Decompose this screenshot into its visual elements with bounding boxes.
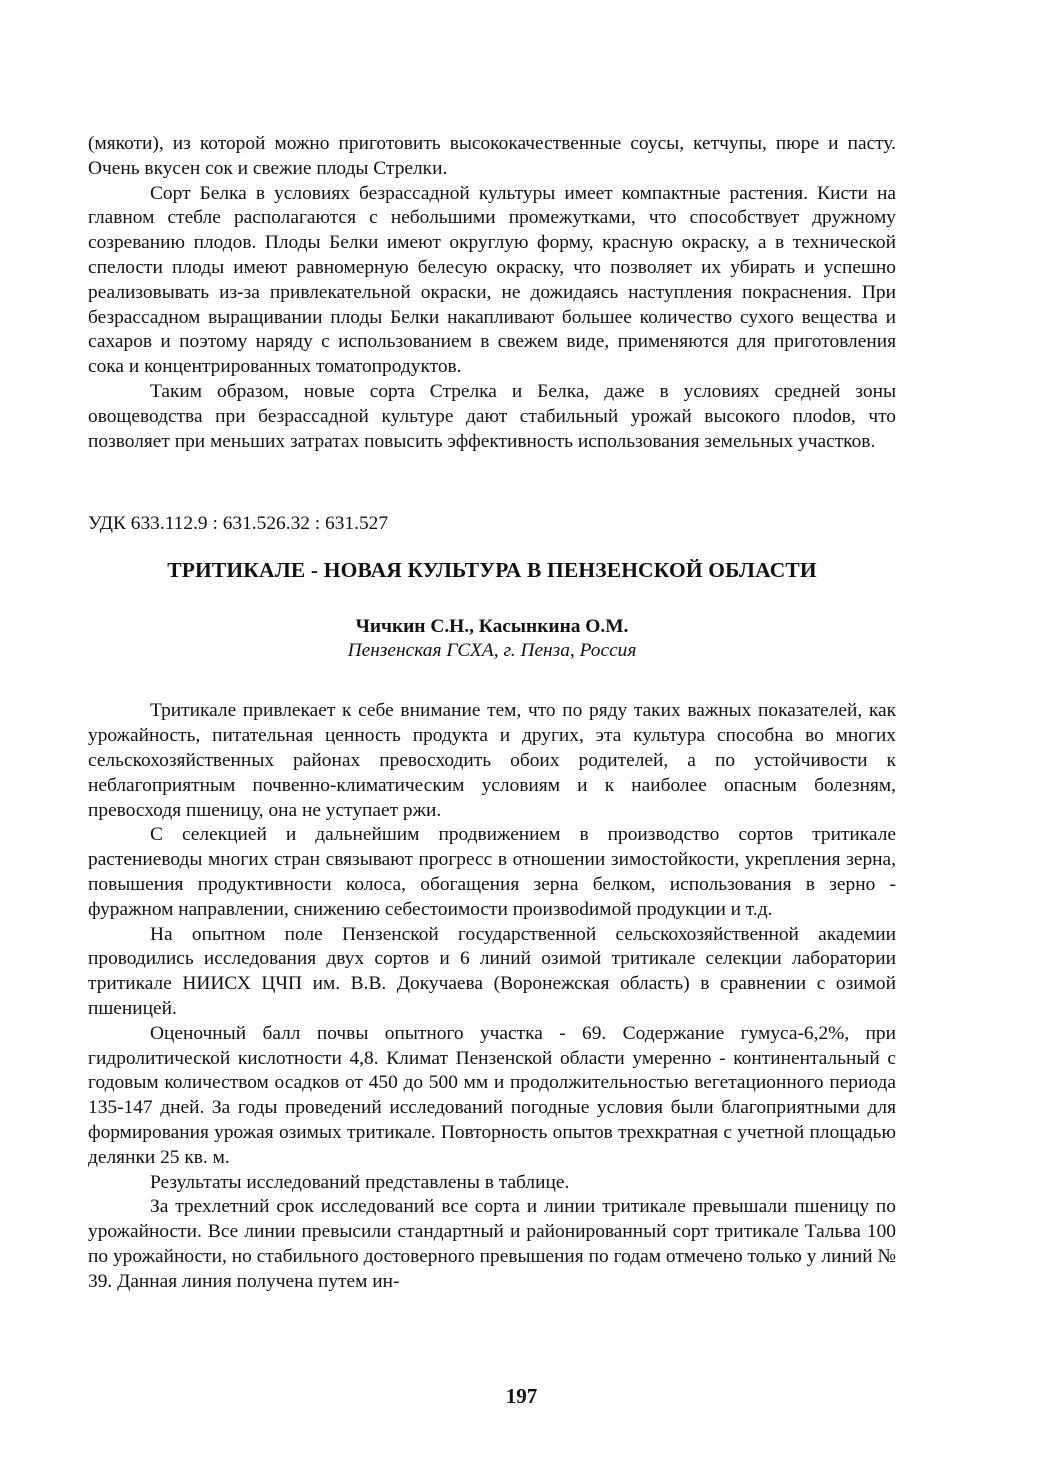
paragraph-yield-results: За трехлетний срок исследований все сорта и линии тритикале превышали пшеницу по урожайности. Все линии превысили стандартный и районированный сорт тритикале Тальва 100 по урожайности, но стабильного достоверного превышения по годам отмечено только у линий № 39. Данная линия получена путем ин- — [88, 1196, 896, 1292]
paragraph-experiment-field: На опытном поле Пензенской государственной сельскохозяйственной академии проводились исследования двух сортов и 6 линий озимой тритикале селекции лаборатории тритикале НИИСХ ЦЧП им. В.В. Докучаева (Воронежская область) в сравнении с озимой пшеницей. — [88, 923, 896, 1019]
paragraph-soil-climate: Оценочный балл почвы опытного участка - 69. Содержание гумуса-6,2%, при гидролитической кислотности 4,8. Климат Пензенской области умеренно - континентальный с годовым количеством осадков от 450 до 500 мм и продолжительностью вегетационного периода 135-147 дней. За годы проведений исследований погодные условия были благоприятными для формирования урожая озимых тритикале. Повторность опытов трехкратная с учетной площадью делянки 25 кв. м. — [88, 1022, 896, 1168]
article-affiliation: Пензенская ГСХА, г. Пенза, Россия — [347, 640, 637, 662]
page-content — [88, 132, 896, 1294]
paragraph-selection: С селекцией и дальнейшим продвижением в производство сортов тритикале растениеводы многих стран связывают прогресс в отношении зимостойкости, укрепления зерна, повышения продуктивности колоса, обогащения зерна белком, использования в зерно - фуражном направлении, снижению себестоимости произвоdимой продукции и т.д. — [88, 824, 896, 920]
article-title: ТРИТИКАЛЕ - НОВАЯ КУЛЬТУРА В ПЕНЗЕНСКОЙ ОБЛАСТИ — [167, 558, 817, 583]
paragraph-results-table-ref: Результаты исследований представлены в таблице. — [150, 1171, 570, 1193]
paragraph-introduction: Тритикале привлекает к себе внимание тем, что по ряду таких важных показателей, как урожайность, питательная ценность продукта и других, эта культура способна во многих сельскохозяйственных районах превосходить обоих родителей, а по устойчивости к неблагоприятным почвенно-климатическим условиям и к наиболее опасным болезням, превосходя пшеницу, она не уступает ржи. — [88, 700, 896, 821]
page-number: 197 — [505, 1384, 538, 1408]
udk-code: УДК 633.112.9 : 631.526.32 : 631.527 — [88, 513, 389, 535]
paragraph-belka-variety: Сорт Белка в условиях безрассадной культуры имеет компактные растения. Кисти на главном стебле располагаются с небольшими промежутками, что способствует дружному созреванию плодов. Плоды Белки имеют округлую форму, красную окраску, а в технической спелости плоды имеют равномерную белесую окраску, что позволяет их убирать и успешно реализовывать из-за привлекательной окраски, не дожидаясь наступления покраснения. При безрассадном выращивании плоды Белки накапливают большее количество сухого вещества и сахаров и поэтому наряду с использованием в свежем виде, применяются для приготовления сока и концентрированных томатопродуктов. — [88, 182, 896, 378]
paragraph-conclusion: Таким образом, новые сорта Стрелка и Белка, даже в условиях средней зоны овощеводства при безрассадной культуре дают стабильный урожай высокого плоdов, что позволяет при меньших затратах повысить эффективность использования земельных участков. — [88, 380, 896, 452]
article-body — [88, 699, 896, 1294]
paragraph-continuation: (мякоти), из которой можно приготовить высококачественные соусы, кетчупы, пюре и пасту. Очень вкусен сок и свежие плоды Стрелки. — [88, 133, 896, 179]
article-authors: Чичкин С.Н., Касынкина О.М. — [355, 616, 629, 638]
